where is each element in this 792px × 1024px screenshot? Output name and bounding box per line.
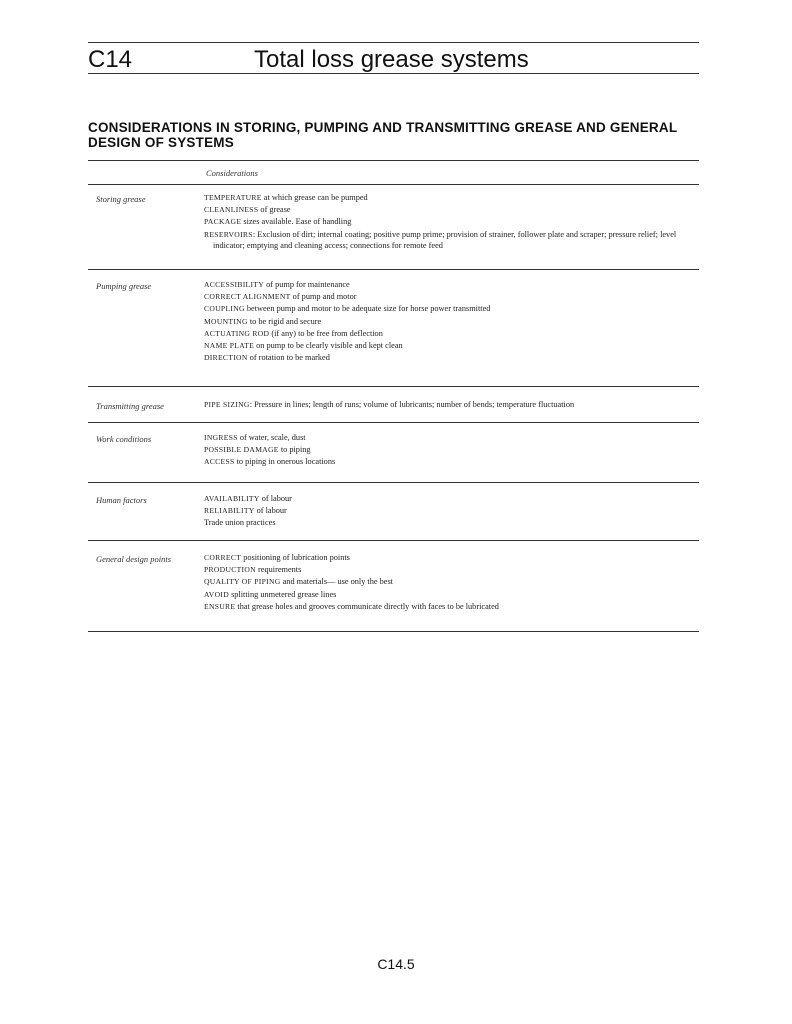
row-label-storing-grease: Storing grease bbox=[96, 194, 146, 204]
list-item: PIPE SIZING: Pressure in lines; length of runs; volume of lubricants; number of bends; temperature fluctuation bbox=[204, 400, 575, 409]
list-item: POSSIBLE DAMAGE to piping bbox=[204, 445, 311, 455]
column-header-rule bbox=[88, 184, 699, 185]
row-label-general-design-points: General design points bbox=[96, 554, 172, 564]
list-item: ACTUATING ROD (if any) to be free from deflection bbox=[204, 328, 383, 338]
list-item: INGRESS of water, scale, dust bbox=[204, 433, 306, 442]
column-header-considerations: Considerations bbox=[206, 168, 258, 178]
list-item: QUALITY OF PIPING and materials— use only the best bbox=[204, 577, 393, 587]
list-item: MOUNTING to be rigid and secure bbox=[204, 316, 322, 326]
row-label-pumping-grease: Pumping grease bbox=[96, 281, 152, 291]
list-item: COUPLING between pump and motor to be adequate size for horse power transmitted bbox=[204, 304, 491, 314]
header-bottom-rule bbox=[88, 73, 699, 74]
list-item: AVOID splitting unmetered grease lines bbox=[204, 589, 337, 599]
row-items-work-conditions bbox=[204, 432, 699, 469]
chapter-code: C14 bbox=[88, 46, 133, 73]
list-item: CLEANLINESS of grease bbox=[204, 205, 291, 215]
row-label-human-factors: Human factors bbox=[96, 495, 147, 505]
row-divider bbox=[88, 482, 699, 483]
row-divider bbox=[88, 386, 699, 387]
list-item: PRODUCTION requirements bbox=[204, 565, 302, 575]
list-item: PACKAGE sizes available. Ease of handling bbox=[204, 217, 352, 227]
row-label-transmitting-grease: Transmitting grease bbox=[96, 401, 164, 411]
list-item: ACCESSIBILITY of pump for maintenance bbox=[204, 280, 350, 289]
row-items-transmitting-grease bbox=[204, 399, 699, 411]
row-label-work-conditions: Work conditions bbox=[96, 434, 152, 444]
list-item: DIRECTION of rotation to be marked bbox=[204, 353, 330, 363]
list-item: TEMPERATURE at which grease can be pumped bbox=[204, 193, 368, 202]
row-divider bbox=[88, 269, 699, 270]
row-items-storing-grease bbox=[204, 192, 699, 251]
header-top-rule bbox=[88, 42, 699, 43]
row-items-pumping-grease bbox=[204, 279, 699, 364]
list-item: CORRECT ALIGNMENT of pump and motor bbox=[204, 292, 357, 302]
list-item: ENSURE that grease holes and grooves communicate directly with faces to be lubricated bbox=[204, 601, 499, 611]
list-item: AVAILABILITY of labour bbox=[204, 494, 292, 503]
row-items-human-factors bbox=[204, 493, 699, 530]
list-item: RELIABILITY of labour bbox=[204, 506, 287, 516]
list-item: NAME PLATE on pump to be clearly visible and kept clean bbox=[204, 341, 403, 351]
table-bottom-rule bbox=[88, 631, 699, 632]
list-item: Trade union practices bbox=[204, 518, 276, 528]
section-title: CONSIDERATIONS IN STORING, PUMPING AND TRANSMITTING GREASE AND GENERAL DESIGN OF SYSTEMS bbox=[88, 120, 678, 150]
row-divider bbox=[88, 540, 699, 541]
row-divider bbox=[88, 422, 699, 423]
row-items-general-design-points bbox=[204, 552, 699, 613]
list-item: ACCESS to piping in onerous locations bbox=[204, 457, 336, 467]
list-item: RESERVOIRS: Exclusion of dirt; internal coating; positive pump prime; provision of strainer, follower plate and scraper; pressure relief; level indicator; emptying and cleaning access; connections for remote feed bbox=[204, 229, 677, 250]
list-item: CORRECT positioning of lubrication points bbox=[204, 553, 350, 562]
page-number: C14.5 bbox=[377, 956, 415, 972]
table-top-rule bbox=[88, 160, 699, 161]
chapter-title: Total loss grease systems bbox=[254, 46, 529, 73]
